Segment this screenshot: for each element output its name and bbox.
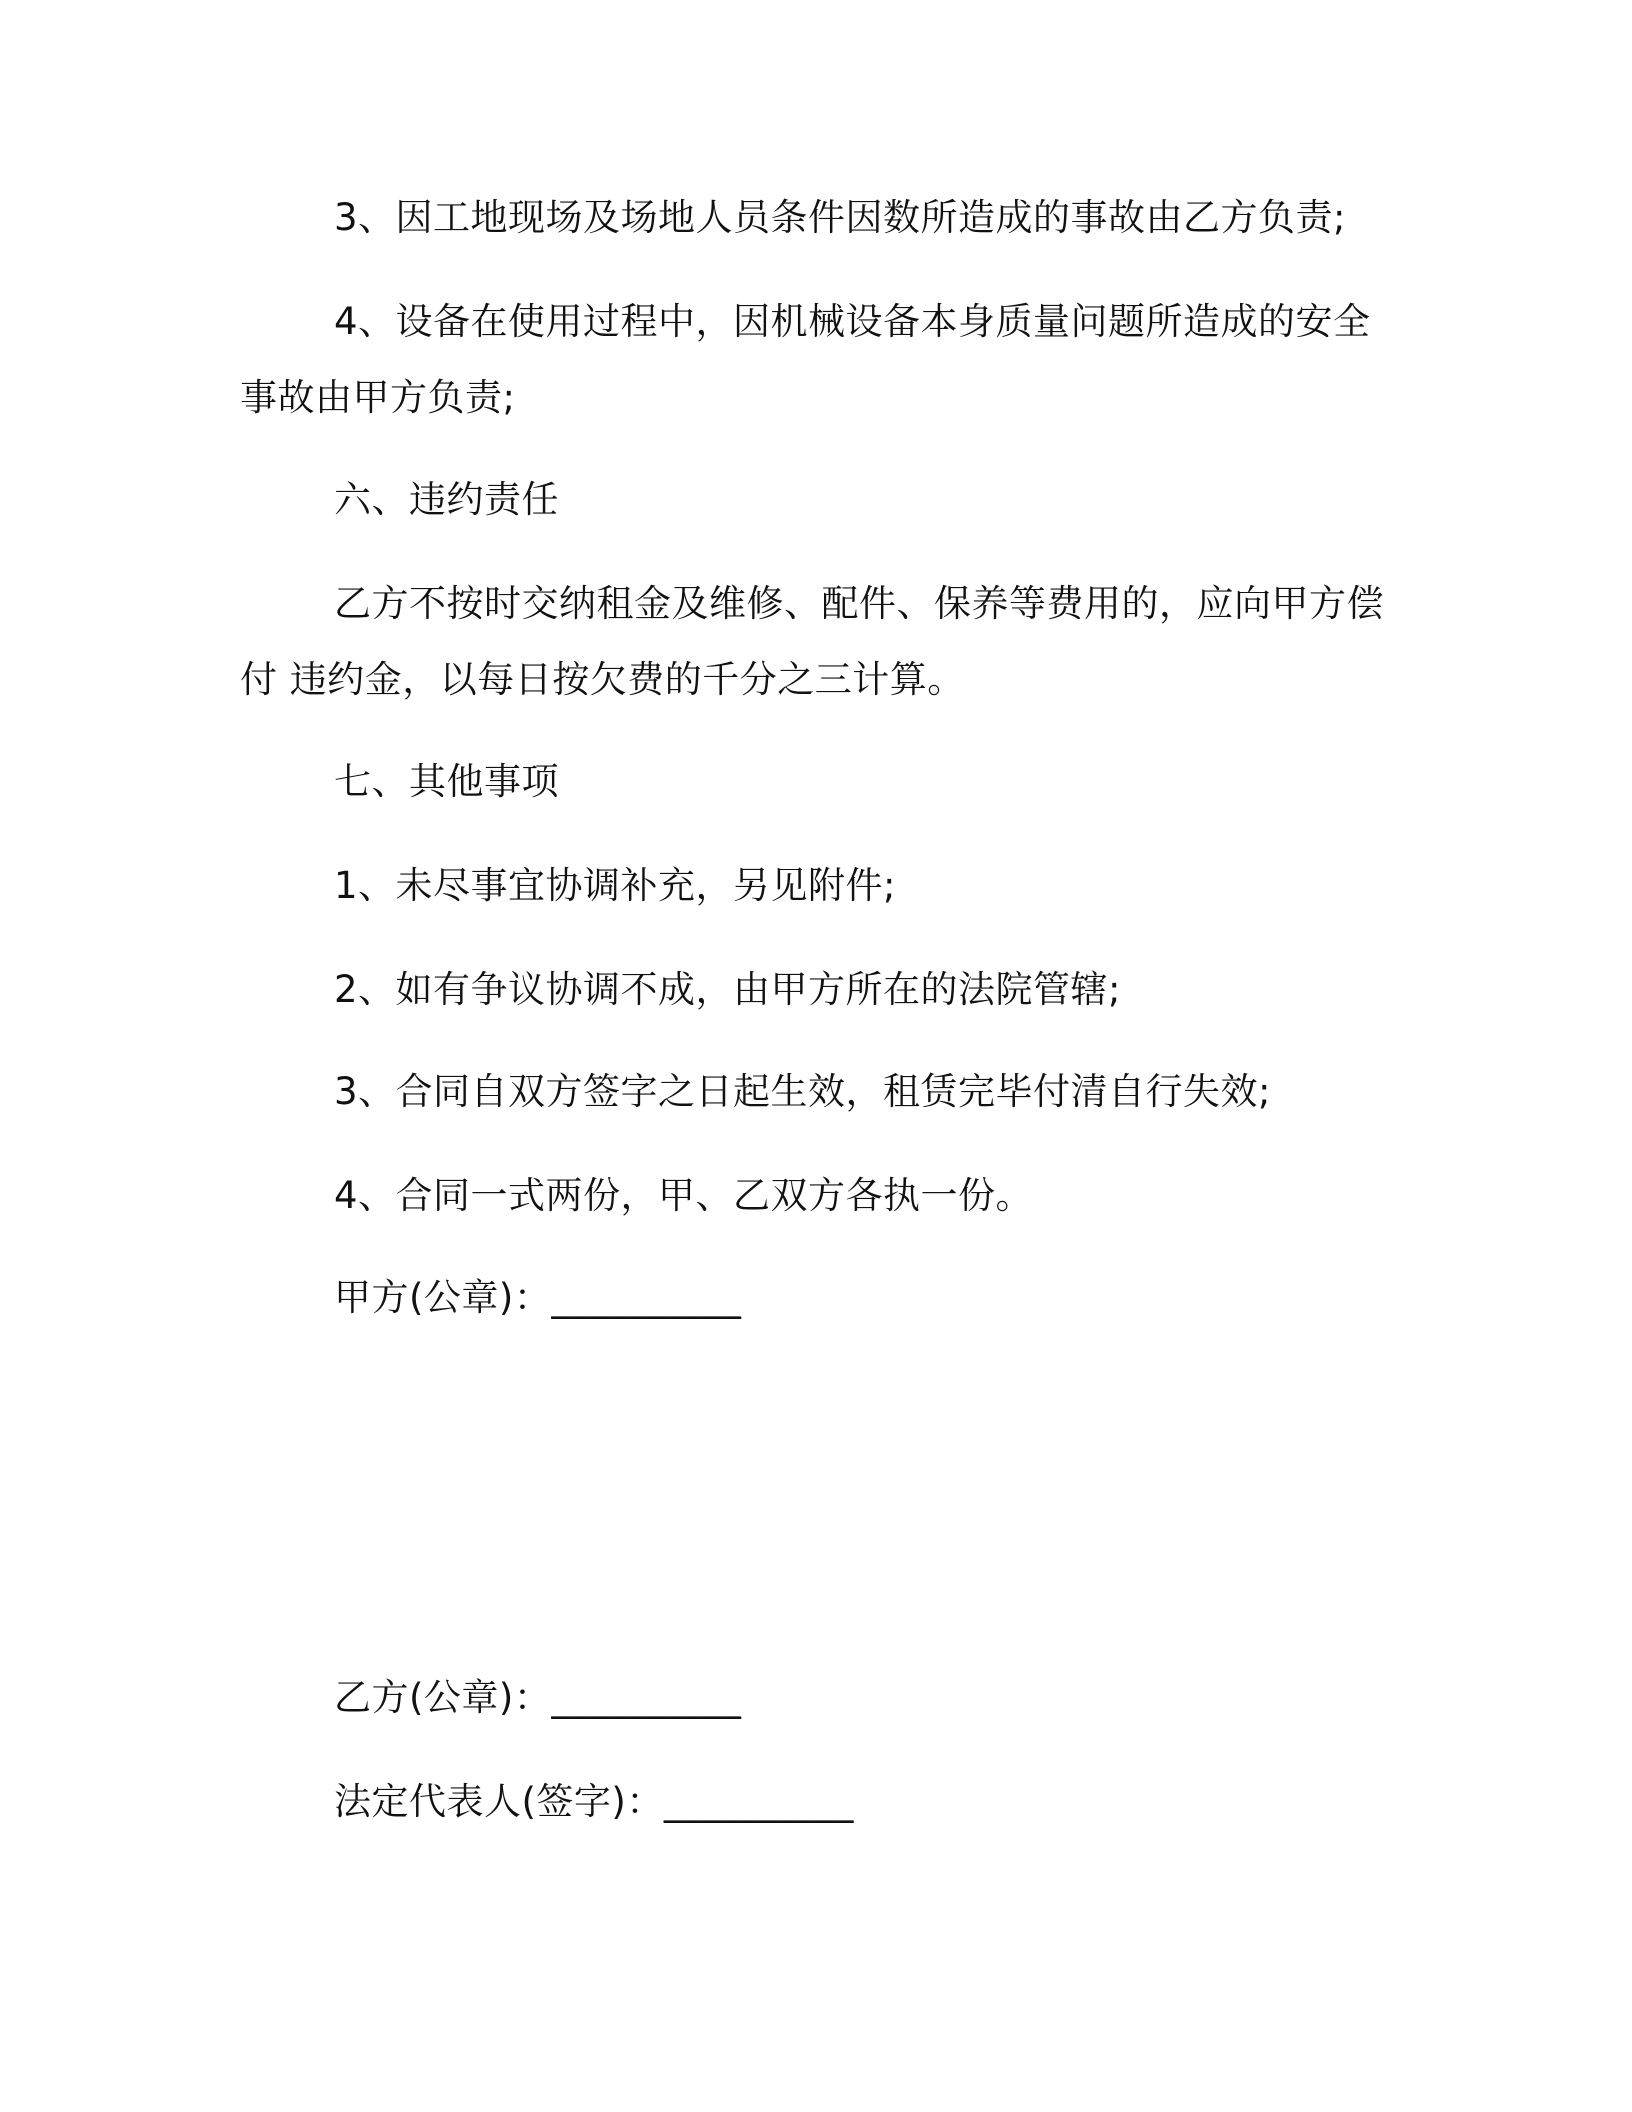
clause-7-3: 3、合同自双方签字之日起生效，租赁完毕付清自行失效;: [334, 1070, 1272, 1113]
clause-3-accident-liability: 3、因工地现场及场地人员条件因数所造成的事故由乙方负责;: [334, 196, 1347, 239]
clause-7-1: 1、未尽事宜协调补充，另见附件;: [334, 864, 897, 907]
party-a-seal-line: 甲方(公章)：__________: [334, 1276, 742, 1319]
clause-7-2: 2、如有争议协调不成，由甲方所在的法院管辖;: [334, 968, 1122, 1011]
clause-4-continuation: 事故由甲方负责;: [240, 376, 516, 419]
party-b-seal-line: 乙方(公章)：__________: [334, 1676, 742, 1719]
section-6-body: 乙方不按时交纳租金及维修、配件、保养等费用的，应向甲方偿: [334, 582, 1384, 625]
section-7-heading: 七、其他事项: [334, 760, 559, 803]
clause-4-equipment-quality: 4、设备在使用过程中，因机械设备本身质量问题所造成的安全: [334, 300, 1371, 343]
clause-7-4: 4、合同一式两份，甲、乙双方各执一份。: [334, 1174, 1034, 1217]
section-6-body-continuation: 付 违约金，以每日按欠费的千分之三计算。: [240, 658, 965, 701]
section-6-heading: 六、违约责任: [334, 478, 559, 521]
legal-representative-signature-line: 法定代表人(签字)：__________: [334, 1780, 854, 1823]
